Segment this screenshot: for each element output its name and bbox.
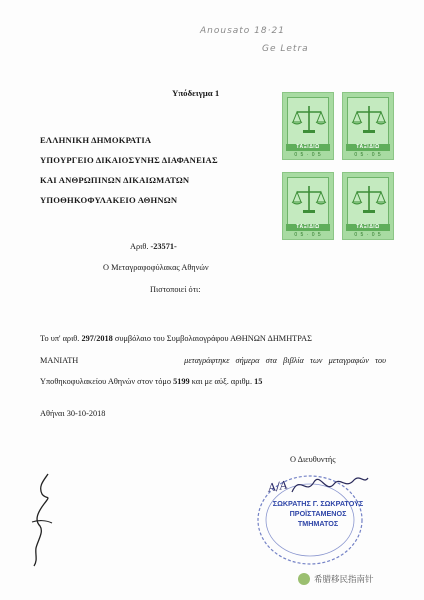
seal-title: ΠΡΟΪΣΤΑΜΕΝΟΣ: [289, 509, 347, 518]
contract-number: 297/2018: [81, 334, 113, 343]
body-text: και με αύξ. αριθμ.: [191, 377, 253, 386]
header-line: ΚΑΙ ΑΝΘΡΩΠΙΝΩΝ ΔΙΚΑΙΩΜΑΤΩΝ: [40, 175, 190, 185]
director-title: Ο Διευθυντής: [290, 455, 336, 464]
chat-bubble-icon: [298, 573, 310, 585]
header-line: ΥΠΟΥΡΓΕΙΟ ΔΙΚΑΙΟΣΥΝΗΣ ΔΙΑΦΑΝΕΙΑΣ: [40, 155, 218, 165]
stamp-value: 0 5 · 0 5: [354, 232, 382, 238]
header-line: ΥΠΟΘΗΚΟΦΥΛΑΚΕΙΟ ΑΘΗΝΩΝ: [40, 195, 178, 205]
body-text: μεταγράφτηκε σήμερα στα βιβλία των μεταγραφών του: [184, 356, 386, 365]
handwritten-signature: [290, 470, 370, 500]
stamp-label: ΤΑΞΙΔΙΩ: [346, 224, 390, 231]
body-text: Υποθηκοφυλακείου Αθηνών στον τόμο: [40, 377, 172, 386]
watermark-text: 希腊移民指南针: [314, 575, 374, 585]
stamp-value: 0 5 · 0 5: [354, 152, 382, 158]
signature-initials: Α/Α: [267, 478, 289, 495]
body-text: συμβόλαιο του Συμβολαιογράφου ΑΘΗΝΩΝ ΔΗΜΗΤΡΑΣ: [114, 334, 312, 343]
ref-line: [130, 242, 177, 251]
watermark: [298, 573, 374, 585]
ref-number: -23571-: [150, 242, 177, 251]
notary-surname: ΜΑΝΙΑΤΗ: [40, 356, 79, 365]
serial-number: 15: [254, 377, 263, 386]
volume-number: 5199: [173, 377, 190, 386]
issue-date: Αθήναι 30-10-2018: [40, 409, 106, 418]
body-line-2: [40, 356, 386, 365]
scales-of-justice-icon: [291, 182, 327, 216]
header-line: ΕΛΛΗΝΙΚΗ ΔΗΜΟΚΡΑΤΙΑ: [40, 135, 152, 145]
stamp-label: ΤΑΞΙΔΙΩ: [346, 144, 390, 151]
model-label: Υπόδειγμα 1: [172, 88, 220, 98]
revenue-stamp: [342, 172, 394, 240]
body-text: Το υπ' αριθ.: [40, 334, 80, 343]
scales-of-justice-icon: [351, 182, 387, 216]
seal-department: ΤΜΗΜΑΤΟΣ: [297, 519, 339, 528]
body-line-3: [40, 377, 262, 386]
scales-of-justice-icon: [351, 102, 387, 136]
handwritten-note-2: Ge Letra: [262, 44, 309, 54]
handwritten-note-1: Anousato 18·21: [200, 26, 285, 36]
revenue-stamp: [282, 92, 334, 160]
margin-signature-mark: [26, 470, 60, 570]
ref-label: Αριθ.: [130, 242, 149, 251]
stamp-value: 0 5 · 0 5: [294, 152, 322, 158]
stamp-value: 0 5 · 0 5: [294, 232, 322, 238]
certifies-line: Πιστοποιεί ότι:: [150, 285, 201, 294]
revenue-stamp: [342, 92, 394, 160]
stamp-label: ΤΑΞΙΔΙΩ: [286, 224, 330, 231]
registrar-title: Ο Μεταγραφοφύλακας Αθηνών: [103, 263, 209, 272]
scales-of-justice-icon: [291, 102, 327, 136]
seal-name: ΣΩΚΡΑΤΗΣ Γ. ΣΩΚΡΑΤΟΥΣ: [272, 499, 364, 508]
body-line-1: [40, 334, 312, 343]
stamp-label: ΤΑΞΙΔΙΩ: [286, 144, 330, 151]
revenue-stamp: [282, 172, 334, 240]
